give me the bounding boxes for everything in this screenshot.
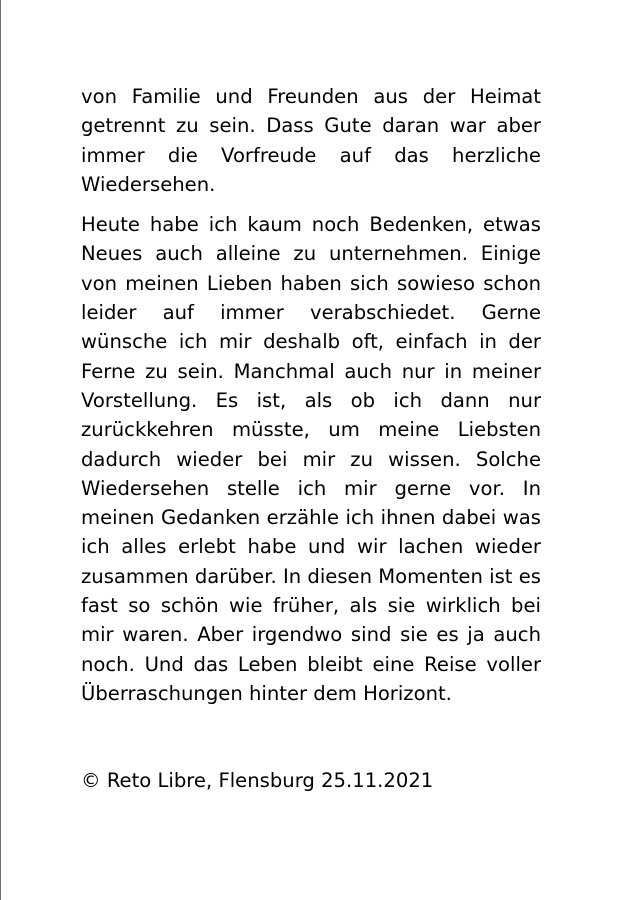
- paragraph: von Familie und Freunden aus der Heimat getrennt zu sein. Dass Gute daran war aber immer die Vorfreude auf das herzliche Wiedersehen.: [81, 85, 541, 196]
- paragraph: Heute habe ich kaum noch Bedenken, etwas Neues auch alleine zu unternehmen. Einige von meinen Lieben haben sich sowieso schon leider auf immer verabschiedet. Gerne wünsche ich mir deshalb oft, einfach in der Ferne zu sein. Manchmal auch nur in meiner Vorstellung. Es ist, als ob ich dann nur zurückkehren müsste, um meine Liebsten dadurch wieder bei mir zu wissen. Solche Wiedersehen stelle ich mir gerne vor. In meinen Gedanken erzähle ich ihnen dabei was ich alles erlebt habe und wir lachen wieder zusammen darüber. In diesen Momenten ist es fast so schön wie früher, als sie wirklich bei mir waren. Aber irgendwo sind sie es ja auch noch. Und das Leben bleibt eine Reise voller Überraschungen hinter dem Horizont.: [81, 213, 541, 705]
- copyright-line: © Reto Libre, Flensburg 25.11.2021: [81, 769, 434, 792]
- body-text: [81, 82, 541, 708]
